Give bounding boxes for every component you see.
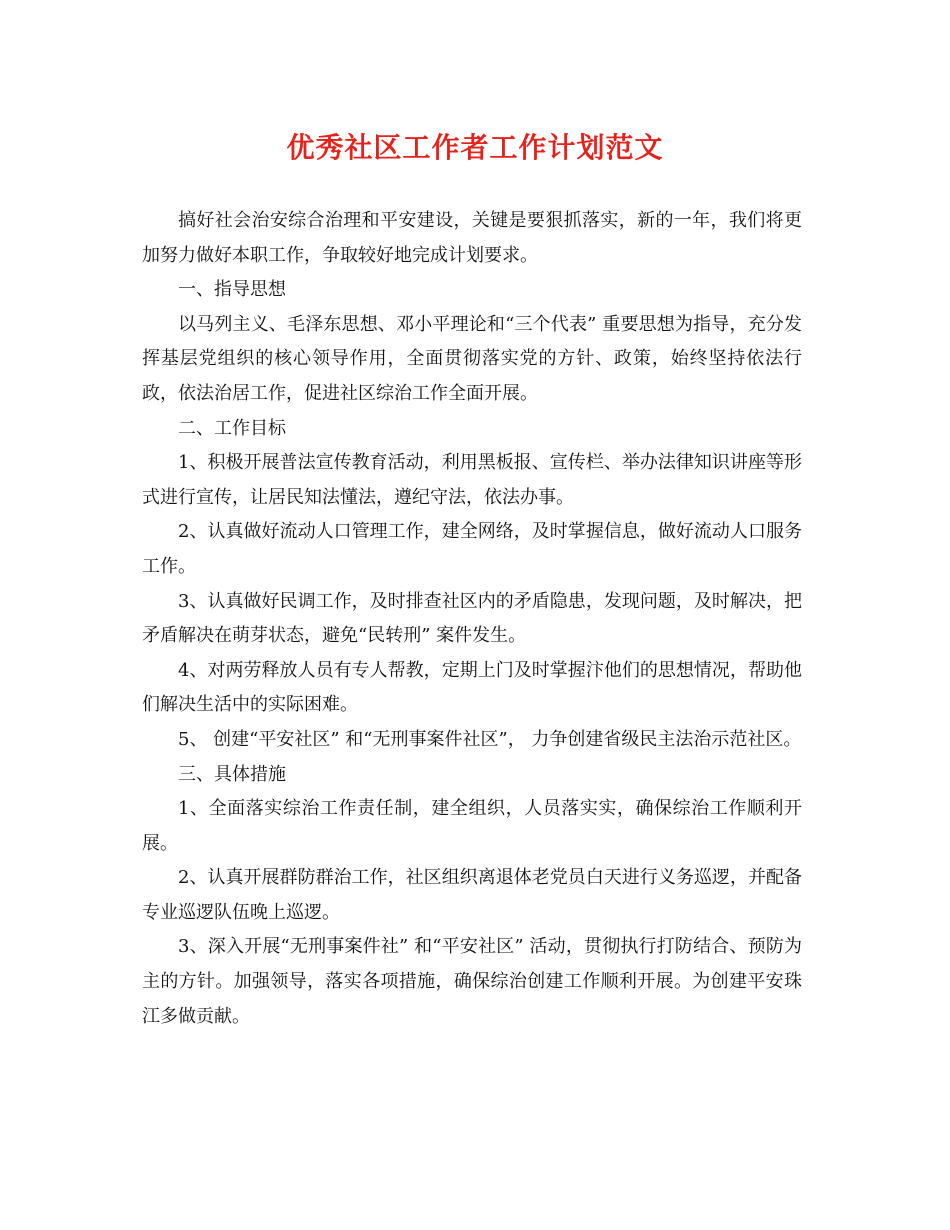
paragraph-goal-2: 2、认真做好流动人口管理工作，建全网络，及时掌握信息，做好流动人口服务工作。 xyxy=(142,521,802,577)
section-heading-guiding-ideology: 一、指导思想 xyxy=(178,279,286,301)
document-body xyxy=(142,204,802,1034)
section-heading-work-goals: 二、工作目标 xyxy=(178,417,286,439)
document-title: 优秀社区工作者工作计划范文 xyxy=(286,131,664,164)
paragraph-intro: 搞好社会治安综合治理和平安建设，关键是要狠抓落实，新的一年，我们将更加努力做好本职工作，争取较好地完成计划要求。 xyxy=(142,210,802,266)
paragraph-measure-1: 1、全面落实综治工作责任制，建全组织，人员落实实，确保综治工作顺利开展。 xyxy=(142,798,802,854)
paragraph-goal-3: 3、认真做好民调工作，及时排查社区内的矛盾隐患，发现问题，及时解决，把矛盾解决在萌芽状态，避免“民转刑” 案件发生。 xyxy=(142,590,802,647)
paragraph-goal-5: 5、 创建“平安社区” 和“无刑事案件社区”， 力争创建省级民主法治示范社区。 xyxy=(178,728,802,750)
paragraph-measure-2: 2、认真开展群防群治工作，社区组织离退体老党员白天进行义务巡逻，并配备专业巡逻队伍晚上巡逻。 xyxy=(142,867,802,923)
paragraph-guiding-ideology: 以马列主义、毛泽东思想、邓小平理论和“三个代表” 重要思想为指导，充分发挥基层党组织的核心领导作用，全面贯彻落实党的方针、政策，始终坚持依法行政，依法治居工作，促进社区综治工作全面开展。 xyxy=(142,313,802,404)
paragraph-goal-1: 1、积极开展普法宣传教育活动，利用黑板报、宣传栏、举办法律知识讲座等形式进行宣传，让居民知法懂法，遵纪守法，依法办事。 xyxy=(142,452,802,508)
paragraph-goal-4: 4、对两劳释放人员有专人帮教，定期上门及时掌握汴他们的思想情况，帮助他们解决生活中的实际困难。 xyxy=(142,659,802,716)
section-heading-measures: 三、具体措施 xyxy=(178,763,286,785)
paragraph-measure-3: 3、深入开展“无刑事案件社” 和“平安社区” 活动，贯彻执行打防结合、预防为主的方针。加强领导，落实各项措施，确保综治创建工作顺利开展。为创建平安珠江多做贡献。 xyxy=(142,936,802,1027)
